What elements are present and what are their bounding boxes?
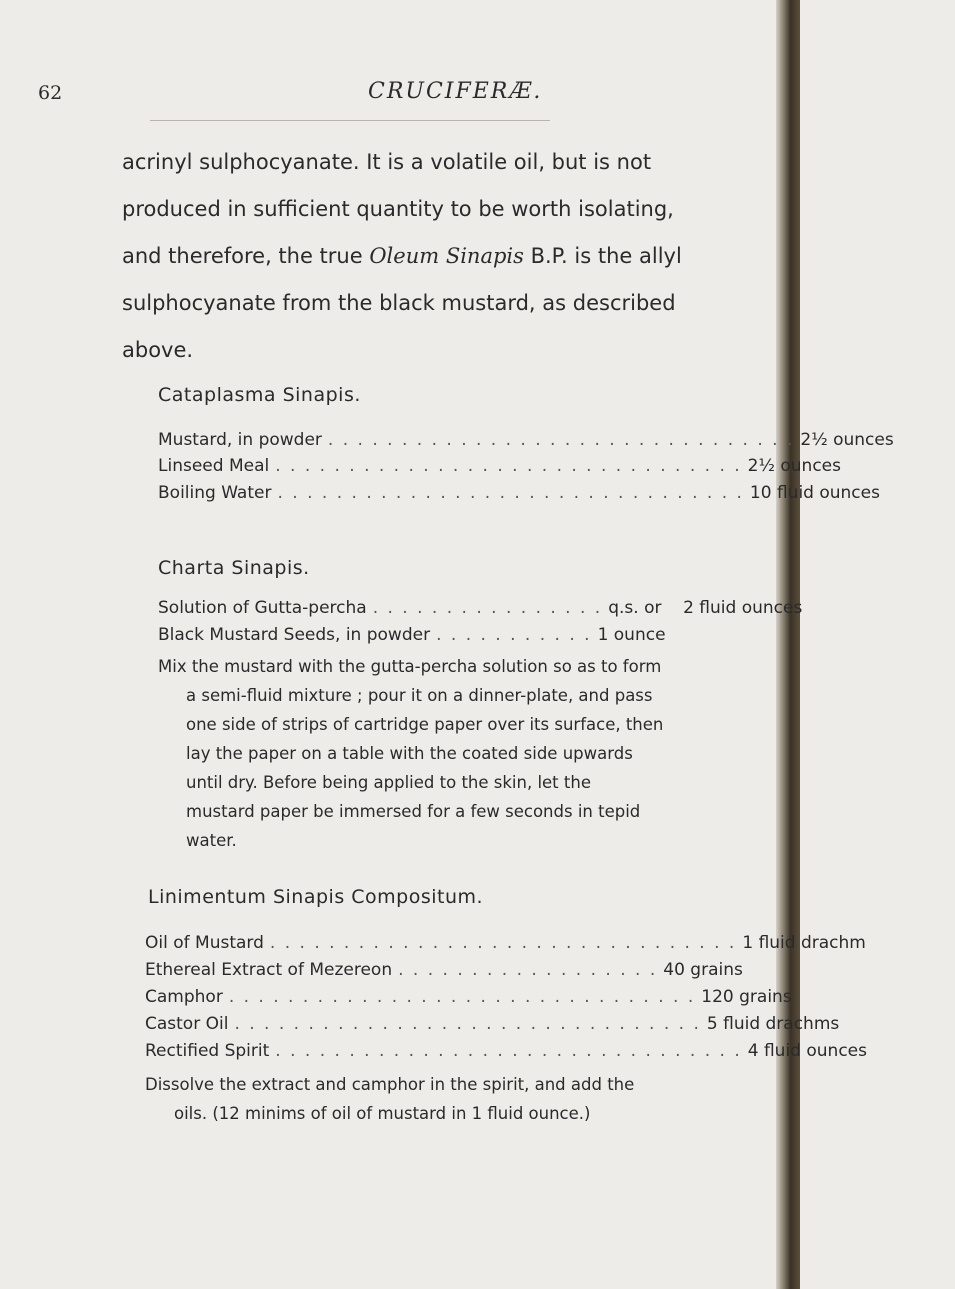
ingredient-quantity: 120 grains — [701, 987, 792, 1007]
running-head: CRUCIFERÆ. — [368, 79, 543, 104]
ingredient-quantity: 5 fluid drachms — [706, 1014, 840, 1034]
ingredient-quantity: 10 fluid ounces — [749, 483, 880, 503]
ingredient-name: Mustard, in powder — [158, 430, 322, 450]
ingredient-name: Linseed Meal — [158, 456, 270, 476]
ingredient-name: Black Mustard Seeds, in powder — [158, 625, 431, 645]
ingredient-quantity: 1 ounce — [597, 625, 666, 645]
leader-dots: . . . . . . . . . . . . . . . . . . . . . . . . . . . . . . . . — [275, 456, 742, 476]
charta-directions-line: one side of strips of cartridge paper over its surface, then — [186, 715, 664, 734]
intro-text: and therefore, the true — [122, 244, 370, 268]
leader-dots: . . . . . . . . . . . — [436, 625, 592, 645]
intro-line-3 — [122, 233, 682, 280]
cataplasma-heading: Cataplasma Sinapis. — [158, 384, 361, 406]
ingredient-quantity: q.s. or 2 fluid ounces — [608, 598, 803, 618]
intro-line-2: produced in sufficient quantity to be worth isolating, — [122, 197, 674, 221]
recipe-row — [158, 625, 710, 649]
ingredient-name: Camphor — [145, 987, 223, 1007]
leader-dots: . . . . . . . . . . . . . . . . . . . . . . . . . . . . . . . . — [228, 987, 696, 1007]
charta-directions-line: until dry. Before being applied to the skin, let the — [186, 773, 591, 792]
charta-heading: Charta Sinapis. — [158, 557, 310, 579]
header-rule — [150, 120, 550, 121]
charta-directions-line: water. — [186, 831, 237, 850]
linimentum-directions-line: Dissolve the extract and camphor in the spirit, and add the — [145, 1075, 635, 1094]
recipe-row — [145, 1014, 840, 1038]
recipe-row — [145, 1041, 867, 1065]
page-edge-shadow — [776, 0, 800, 1289]
ingredient-name: Boiling Water — [158, 483, 272, 503]
leader-dots: . . . . . . . . . . . . . . . . . . . . . . . . . . . . . . . . — [277, 483, 744, 503]
recipe-row — [145, 933, 866, 957]
recipe-row — [158, 483, 880, 507]
ingredient-name: Oil of Mustard — [145, 933, 264, 953]
intro-line-4: sulphocyanate from the black mustard, as described — [122, 291, 676, 315]
recipe-row — [145, 960, 753, 984]
linimentum-heading: Linimentum Sinapis Compositum. — [148, 886, 484, 908]
leader-dots: . . . . . . . . . . . . . . . . — [372, 598, 603, 618]
charta-directions-line: a semi-fluid mixture ; pour it on a dinner-plate, and pass — [186, 686, 653, 705]
recipe-row — [158, 430, 894, 454]
leader-dots: . . . . . . . . . . . . . . . . . . . . . . . . . . . . . . . . — [327, 430, 795, 450]
leader-dots: . . . . . . . . . . . . . . . . . . . . . . . . . . . . . . . . — [269, 933, 737, 953]
ingredient-quantity: 2½ ounces — [747, 456, 841, 476]
ingredient-quantity: 2½ ounces — [800, 430, 894, 450]
ingredient-name: Solution of Gutta-percha — [158, 598, 367, 618]
oleum-sinapis-italic: Oleum Sinapis — [369, 244, 524, 268]
leader-dots: . . . . . . . . . . . . . . . . . . . . . . . . . . . . . . . . — [275, 1041, 742, 1061]
ingredient-name: Ethereal Extract of Mezereon — [145, 960, 393, 980]
intro-line-1: acrinyl sulphocyanate. It is a volatile oil, but is not — [122, 150, 652, 174]
intro-line-5: above. — [122, 338, 194, 362]
recipe-row — [158, 456, 841, 480]
recipe-row — [158, 598, 803, 622]
ingredient-quantity: 40 grains — [663, 960, 743, 980]
intro-text: B.P. is the allyl — [523, 244, 682, 268]
charta-directions-line: Mix the mustard with the gutta-percha solution so as to form — [158, 657, 662, 676]
charta-directions-line: lay the paper on a table with the coated side upwards — [186, 744, 633, 763]
linimentum-directions-line: oils. (12 minims of oil of mustard in 1 fluid ounce.) — [174, 1104, 591, 1123]
ingredient-name: Castor Oil — [145, 1014, 229, 1034]
leader-dots: . . . . . . . . . . . . . . . . . . — [398, 960, 658, 980]
leader-dots: . . . . . . . . . . . . . . . . . . . . . . . . . . . . . . . . — [234, 1014, 701, 1034]
ingredient-quantity: 1 fluid drachm — [742, 933, 866, 953]
charta-directions-line: mustard paper be immersed for a few seconds in tepid — [186, 802, 641, 821]
ingredient-quantity: 4 fluid ounces — [747, 1041, 867, 1061]
recipe-row — [145, 987, 792, 1011]
ingredient-name: Rectified Spirit — [145, 1041, 270, 1061]
page-number: 62 — [38, 82, 63, 104]
